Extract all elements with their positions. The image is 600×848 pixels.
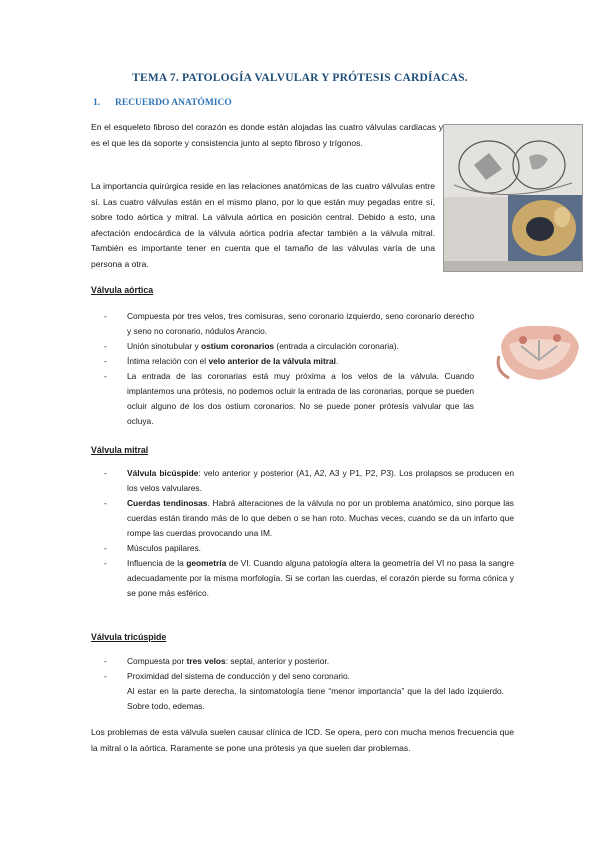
list-item: - Proximidad del sistema de conducción y del seno coronario. Al estar en la parte derecha, la sintomatología tiene “menor importancia” que la del lado izquierdo. Sobre todo, edemas. (104, 669, 504, 714)
list-item: - Válvula bicúspide: velo anterior y posterior (A1, A2, A3 y P1, P2, P3). Los prolapsos se producen en los velos valvulares. (104, 466, 514, 496)
section-number: 1. (93, 98, 101, 108)
heart-anatomy-image (443, 124, 583, 272)
aortic-list (104, 309, 474, 429)
page-title: TEMA 7. PATOLOGÍA VALVULAR Y PRÓTESIS CARDÍACAS. (132, 72, 468, 84)
list-item: - Íntima relación con el velo anterior de la válvula mitral. (104, 354, 474, 369)
section-heading (93, 98, 232, 108)
tricuspid-heading: Válvula tricúspide (91, 632, 167, 642)
section-label: RECUERDO ANATÓMICO (115, 98, 232, 108)
tricuspid-list (104, 654, 504, 714)
list-item: - La entrada de las coronarias está muy próxima a los velos de la válvula. Cuando implantemos una prótesis, no podemos ocluir la entrada de las coronarias, porque se pueden ocluir alguno de los dos ostium coronarios. No se puede poner prótesis valvular que las ocluya. (104, 369, 474, 429)
list-item: - Compuesta por tres velos: septal, anterior y posterior. (104, 654, 504, 669)
closing-paragraph: Los problemas de esta válvula suelen causar clínica de ICD. Se opera, pero con mucha menos frecuencia que la mitral o la aórtica. Raramente se pone una prótesis ya que suelen dar problemas. (91, 727, 514, 753)
mitral-heading: Válvula mitral (91, 445, 149, 455)
aortic-valve-image (495, 316, 583, 386)
list-item: - Influencia de la geometría de VI. Cuando alguna patología altera la geometría del VI no pasa la sangre adecuadamente por la misma morfología. Si se cortan las cuerdas, el corazón pierde su forma cónica y se pone más esférico. (104, 556, 514, 601)
aortic-heading: Válvula aórtica (91, 285, 154, 295)
intro-paragraph-2: La importancia quirúrgica reside en las relaciones anatómicas de las cuatro válvulas entre sí. Las cuatro válvulas están en el mismo plano, por lo que están muy pegadas entre sí, sobre todo aórtica y mitral. La válvula aórtica en posición central. Debido a esto, una afectación endocárdica de la válvula aórtica podría afectar también a la válvula mitral. También es importante tener en cuenta que el tamaño de las válvulas varía de una persona a otra. (91, 181, 435, 269)
intro-paragraph-1: En el esqueleto fibroso del corazón es donde están alojadas las cuatro válvulas cardiacas y es el que les da soporte y consistencia junto al septo fibroso y trígonos. (91, 122, 443, 148)
list-item: - Unión sinotubular y ostium coronarios (entrada a circulación coronaria). (104, 339, 474, 354)
list-item: - Compuesta por tres velos, tres comisuras, seno coronario izquierdo, seno coronario derecho y seno no coronario, nódulos Arancio. (104, 309, 474, 339)
list-item: - Músculos papilares. (104, 541, 514, 556)
list-item: - Cuerdas tendinosas. Habrá alteraciones de la válvula no por un problema anatómico, sino porque las cuerdas están tirando más de lo que deben o se han roto. Muchas veces, cuando se da un infarto que rompe las cuerdas provocando una IM. (104, 496, 514, 541)
mitral-list (104, 466, 514, 601)
